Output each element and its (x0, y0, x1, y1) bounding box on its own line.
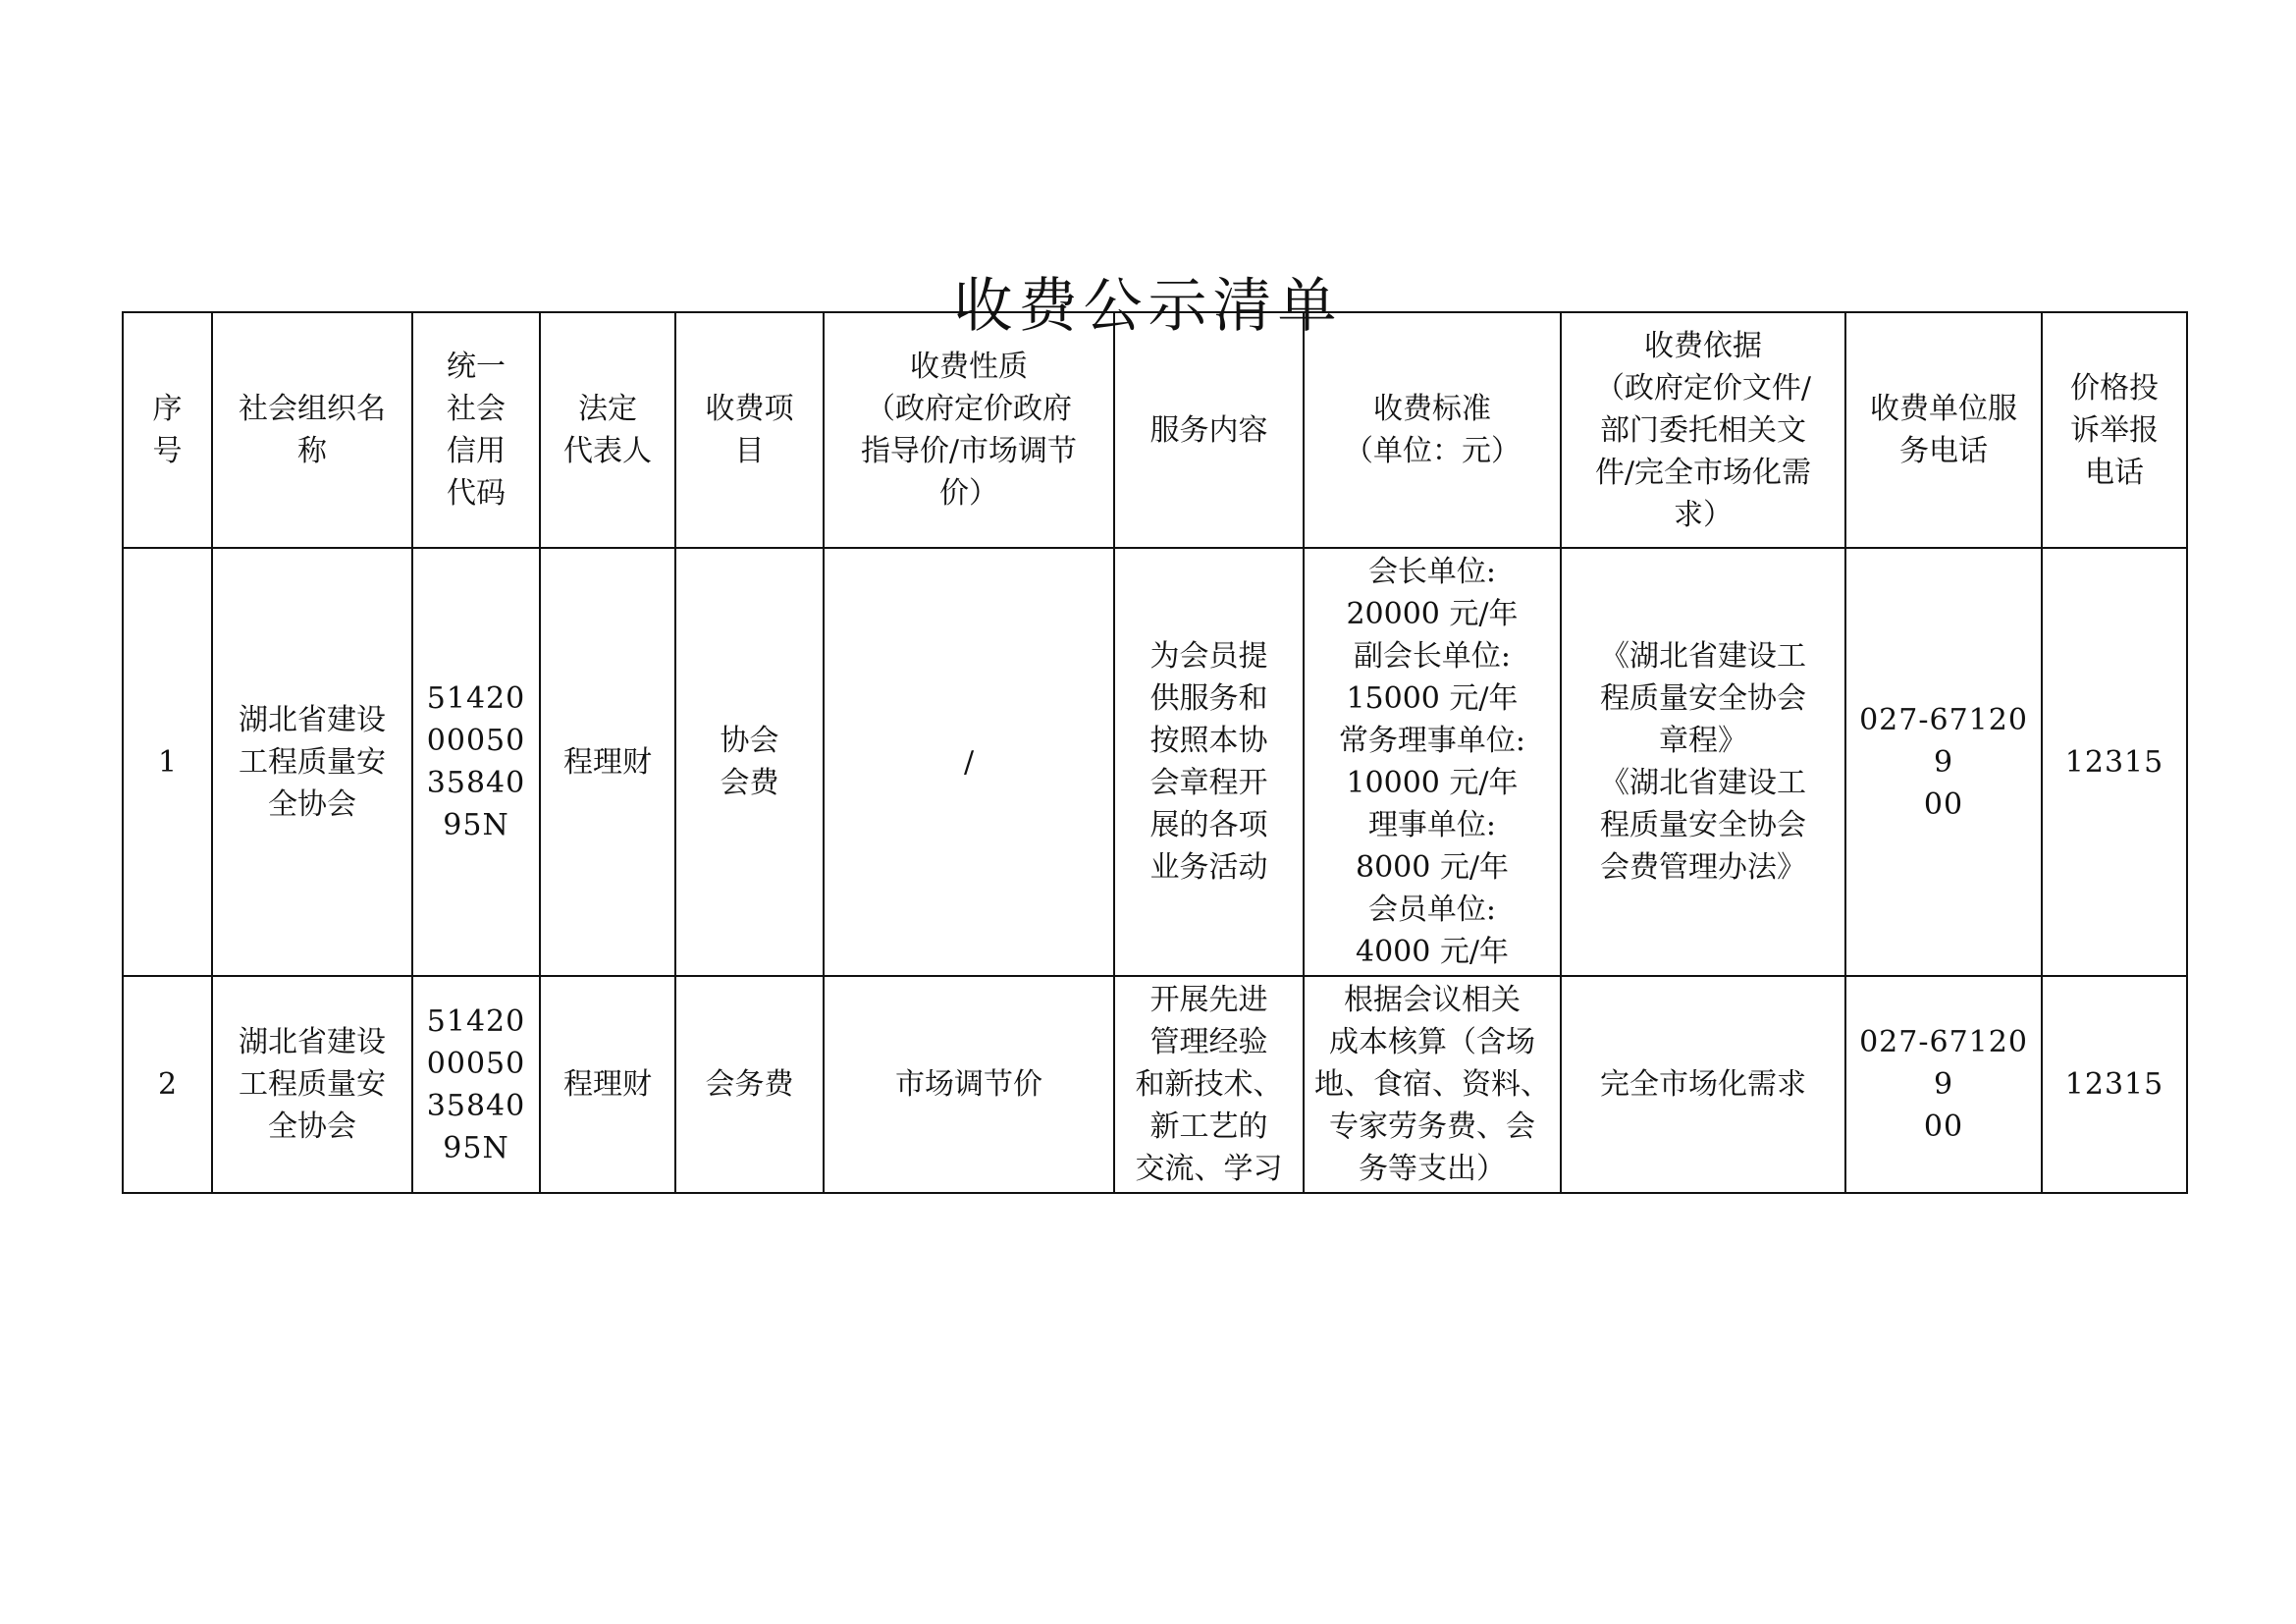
cell-line: 专家劳务费、会 (1329, 1110, 1535, 1144)
cell-fee-basis (1561, 548, 1845, 976)
cell-line: 会长单位: (1367, 555, 1497, 589)
cell-line: 全协会 (268, 786, 356, 822)
header-service-phone (1845, 312, 2042, 548)
cell-line: 件/完全市场化需 (1594, 455, 1812, 490)
cell-line: 为会员提 (1149, 639, 1268, 674)
cell-line: 新工艺的 (1149, 1110, 1268, 1144)
cell-line: 常务理事单位: (1338, 724, 1526, 758)
cell-line: 027-671209 (1859, 702, 2028, 780)
cell-line: 会费 (720, 766, 779, 800)
cell-line: 程理财 (563, 1067, 652, 1102)
cell-line: 序 (152, 392, 183, 426)
header-row (123, 312, 2187, 548)
header-seq (123, 312, 212, 548)
cell-line: （政府定价文件/ (1594, 370, 1812, 406)
cell-line: 收费性质 (910, 350, 1028, 384)
header-fee-basis (1561, 312, 1845, 548)
cell-line: 理事单位: (1367, 808, 1497, 842)
cell-line: 章程》 (1659, 724, 1747, 758)
cell-line: 社会组织名 (239, 392, 386, 426)
cell-fee-item (675, 976, 824, 1193)
cell-line: 《湖北省建设工 (1600, 639, 1806, 674)
cell-line: 务电话 (1899, 434, 1988, 468)
cell-line: 00 (1923, 1110, 1964, 1144)
cell-line: 15000 元/年 (1346, 681, 1519, 716)
cell-line: 51420 (426, 1003, 526, 1039)
cell-line: 工程质量安 (239, 744, 386, 780)
cell-complaint-phone (2042, 976, 2187, 1193)
cell-legal-rep (540, 548, 675, 976)
cell-line: 12315 (2064, 744, 2164, 780)
fee-table (122, 311, 2188, 1194)
cell-line: 程质量安全协会 (1600, 808, 1806, 842)
cell-line: 工程质量安 (239, 1067, 386, 1102)
cell-line: 信用 (447, 434, 506, 468)
cell-line: 代表人 (563, 434, 652, 468)
cell-line: 代码 (447, 476, 506, 511)
cell-line: 会员单位: (1367, 893, 1497, 927)
cell-line: 部门委托相关文 (1600, 412, 1806, 448)
cell-fee-item (675, 548, 824, 976)
cell-line: 会务费 (705, 1067, 794, 1102)
header-fee-item (675, 312, 824, 548)
table-row (123, 548, 2187, 976)
cell-line: 号 (152, 434, 183, 468)
header-complaint-phone (2042, 312, 2187, 548)
cell-line: 4000 元/年 (1356, 935, 1509, 969)
cell-line: 统一 (447, 350, 506, 384)
cell-line: 51420 (426, 681, 526, 716)
cell-line: 称 (297, 434, 327, 468)
cell-org-name (212, 976, 412, 1193)
cell-line: 10000 元/年 (1346, 766, 1519, 800)
cell-line: 完全市场化需求 (1600, 1067, 1806, 1102)
cell-line: 展的各项 (1149, 808, 1268, 842)
cell-line: 8000 元/年 (1356, 850, 1509, 885)
cell-line: 027-671209 (1859, 1025, 2028, 1102)
cell-line: 社会 (447, 392, 506, 426)
cell-line: 会章程开 (1149, 766, 1268, 800)
cell-line: 湖北省建设 (239, 702, 386, 737)
cell-line: 35840 (426, 1088, 526, 1123)
cell-line: （单位：元） (1344, 434, 1521, 468)
cell-line: 程理财 (563, 744, 652, 780)
cell-service (1114, 976, 1304, 1193)
cell-line: 价格投 (2070, 370, 2159, 406)
cell-line: 成本核算（含场 (1329, 1025, 1535, 1059)
cell-line: 20000 元/年 (1346, 597, 1519, 631)
cell-line: 全协会 (268, 1110, 356, 1144)
cell-line: 1 (157, 744, 178, 780)
cell-line: （政府定价政府 (866, 392, 1072, 426)
cell-line: 收费标准 (1373, 392, 1491, 426)
cell-fee-standard (1304, 548, 1561, 976)
cell-line: 会费管理办法》 (1600, 850, 1806, 885)
cell-line: 和新技术、 (1135, 1067, 1283, 1102)
cell-line: 收费依据 (1644, 328, 1762, 363)
cell-line: 12315 (2064, 1067, 2164, 1102)
cell-line: 35840 (426, 766, 526, 800)
cell-line: 电话 (2085, 455, 2144, 490)
cell-line: 2 (157, 1067, 178, 1102)
cell-seq (123, 976, 212, 1193)
cell-legal-rep (540, 976, 675, 1193)
cell-line: 服务内容 (1149, 412, 1268, 448)
header-service (1114, 312, 1304, 548)
cell-line: 协会 (720, 724, 779, 758)
cell-line: 00 (1923, 786, 1964, 822)
cell-credit-code (412, 976, 540, 1193)
header-credit-code (412, 312, 540, 548)
cell-line: 00050 (426, 724, 526, 758)
cell-line: 诉举报 (2070, 412, 2159, 448)
cell-line: 供服务和 (1149, 681, 1268, 716)
cell-line: 指导价/市场调节 (860, 434, 1078, 468)
cell-seq (123, 548, 212, 976)
cell-line: 收费项 (705, 392, 794, 426)
cell-line: 交流、学习 (1135, 1152, 1283, 1186)
cell-line: 收费单位服 (1870, 392, 2017, 426)
cell-line: 市场调节价 (895, 1067, 1042, 1102)
header-org-name (212, 312, 412, 548)
table-row (123, 976, 2187, 1193)
cell-line: 价） (939, 476, 998, 511)
cell-credit-code (412, 548, 540, 976)
cell-line: 程质量安全协会 (1600, 681, 1806, 716)
cell-service-phone (1845, 548, 2042, 976)
cell-line: 湖北省建设 (239, 1025, 386, 1059)
cell-line: 95N (443, 1130, 509, 1165)
cell-fee-standard (1304, 976, 1561, 1193)
cell-line: 00050 (426, 1046, 526, 1081)
cell-line: 管理经验 (1149, 1025, 1268, 1059)
cell-line: 业务活动 (1149, 850, 1268, 885)
cell-service (1114, 548, 1304, 976)
cell-line: 求） (1674, 497, 1733, 532)
cell-line: 目 (734, 434, 765, 468)
cell-line: 《湖北省建设工 (1600, 766, 1806, 800)
cell-line: 开展先进 (1149, 983, 1268, 1017)
cell-fee-basis (1561, 976, 1845, 1193)
cell-line: 副会长单位: (1353, 639, 1512, 674)
cell-fee-nature (824, 976, 1114, 1193)
page-title: 收费公示清单 (953, 272, 1343, 342)
cell-fee-nature (824, 548, 1114, 976)
cell-line: 按照本协 (1149, 724, 1268, 758)
header-legal-rep (540, 312, 675, 548)
cell-complaint-phone (2042, 548, 2187, 976)
cell-line: 95N (443, 808, 509, 842)
header-fee-nature (824, 312, 1114, 548)
cell-line: 根据会议相关 (1344, 983, 1521, 1017)
cell-org-name (212, 548, 412, 976)
cell-line: 法定 (578, 392, 637, 426)
header-fee-standard (1304, 312, 1561, 548)
cell-line: 地、食宿、资料、 (1314, 1067, 1550, 1102)
cell-line: / (963, 744, 975, 780)
cell-line: 务等支出） (1359, 1152, 1506, 1186)
cell-service-phone (1845, 976, 2042, 1193)
